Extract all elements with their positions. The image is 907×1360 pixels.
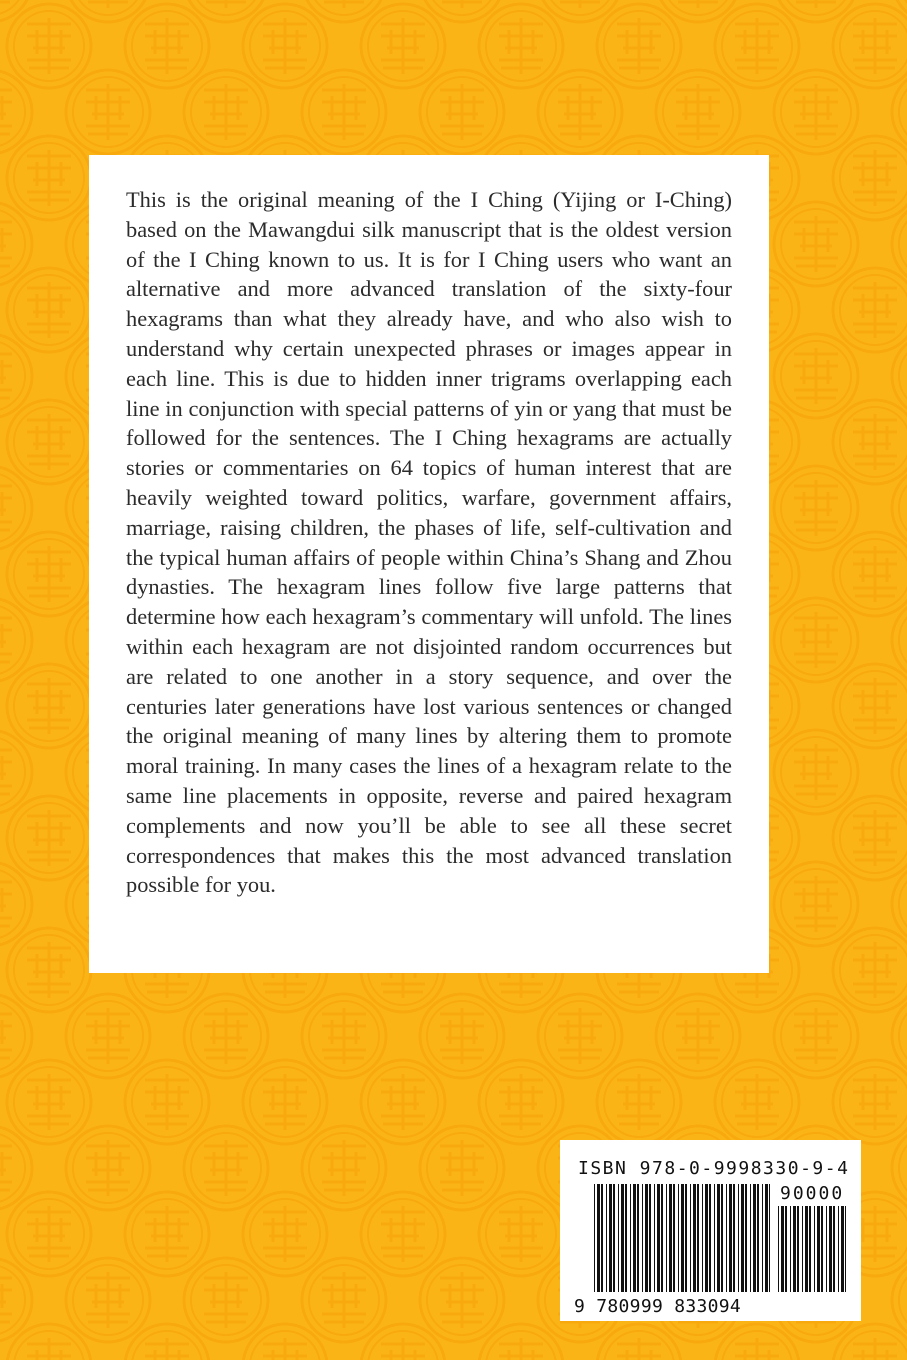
barcode-bar [678,1184,679,1292]
barcode-bar [697,1184,699,1292]
barcode-bar [793,1206,796,1292]
barcode-bar [838,1206,839,1292]
barcode-bar [745,1184,747,1292]
barcode-bar [673,1184,675,1292]
barcode-bar [690,1184,691,1292]
barcode-bar [702,1184,703,1292]
barcode-bar [785,1206,787,1292]
barcode-bar [685,1184,687,1292]
addon-barcode [778,1206,846,1292]
barcode-bar [621,1184,624,1292]
barcode-bar [645,1184,648,1292]
barcode-bar [681,1184,684,1292]
barcode-bar [661,1184,663,1292]
isbn-label: ISBN 978-0-9998330-9-4 [578,1158,850,1179]
barcode-bar [733,1184,735,1292]
barcode-bar [809,1206,811,1292]
ean13-barcode [594,1184,770,1292]
barcode-bar [821,1206,823,1292]
barcode-bar [781,1206,784,1292]
barcode-bar [642,1184,643,1292]
barcode-bar [817,1206,820,1292]
barcode-bar [637,1184,639,1292]
barcode-bar [597,1184,600,1292]
barcode-bar [705,1184,708,1292]
barcode-bar [841,1206,844,1292]
barcode-bar [666,1184,667,1292]
barcode-bar [826,1206,827,1292]
barcode-bar [721,1184,723,1292]
barcode-bar [654,1184,655,1292]
barcode-bar [778,1206,779,1292]
barcode-bar [790,1206,791,1292]
barcode-bar [741,1184,744,1292]
barcode-bar [833,1206,835,1292]
barcode-bar [633,1184,636,1292]
barcode-bar [657,1184,660,1292]
barcode-bar [750,1184,751,1292]
description-panel [89,155,769,973]
barcode-bar [609,1184,612,1292]
barcode-bar [729,1184,732,1292]
barcode-bar [797,1206,799,1292]
barcode-bar [769,1184,770,1292]
barcode-bar [762,1184,763,1292]
barcode-bar [765,1184,768,1292]
barcode-bar [829,1206,832,1292]
barcode-bar [757,1184,759,1292]
back-cover-blurb: This is the original meaning of the I Ching (Yijing or I-Ching) based on the Mawangdui silk manuscript that is the oldest version of the I Ching known to us. It is for I Ching users who want an alternative and more advanced translation of the sixty-four hexagrams than what they already have, and who also wish to understand why certain unexpected phrases or images appear in each line. This is due to hidden inner trigrams overlapping each line in conjunction with special patterns of yin or yang that must be followed for the sentences. The I Ching hexagrams are actually stories or commentaries on 64 topics of human interest that are heavily weighted toward politics, warfare, government affairs, marriage, raising children, the phases of life, self-cultivation and the typical human affairs of people within China’s Shang and Zhou dynasties. The hexagram lines follow five large patterns that determine how each hexagram’s commentary will unfold. The lines within each hexagram are not disjointed random occurrences but are related to one another in a story sequence, and over the centuries later generations have lost various sentences or changed the original meaning of many lines by altering them to promote moral training. In many cases the lines of a hexagram relate to the same line placements in opposite, reverse and paired hexagram complements and now you’ll be able to see all these secret correspondences that makes this the most advanced translation possible for you. [126,187,732,898]
barcode-bar [738,1184,739,1292]
isbn-barcode-panel [560,1140,861,1321]
barcode-bar [802,1206,803,1292]
barcode-bar [625,1184,627,1292]
barcode-bar [606,1184,607,1292]
barcode-bar [726,1184,727,1292]
barcode-bar [845,1206,846,1292]
barcode-bar [601,1184,603,1292]
barcode-bar [630,1184,631,1292]
barcode-bar [814,1206,815,1292]
barcode-bar [613,1184,615,1292]
ean-human-readable: 9 780999 833094 [574,1296,742,1317]
barcode-bar [805,1206,808,1292]
barcode-bar [594,1184,595,1292]
barcode-bar [649,1184,651,1292]
barcode-bar [709,1184,711,1292]
barcode-bar [693,1184,696,1292]
barcode-bar [669,1184,672,1292]
barcode-bar [618,1184,619,1292]
barcode-bar [714,1184,715,1292]
barcode-bar [753,1184,756,1292]
barcode-bar [717,1184,720,1292]
price-addon-code: 90000 [780,1183,845,1204]
